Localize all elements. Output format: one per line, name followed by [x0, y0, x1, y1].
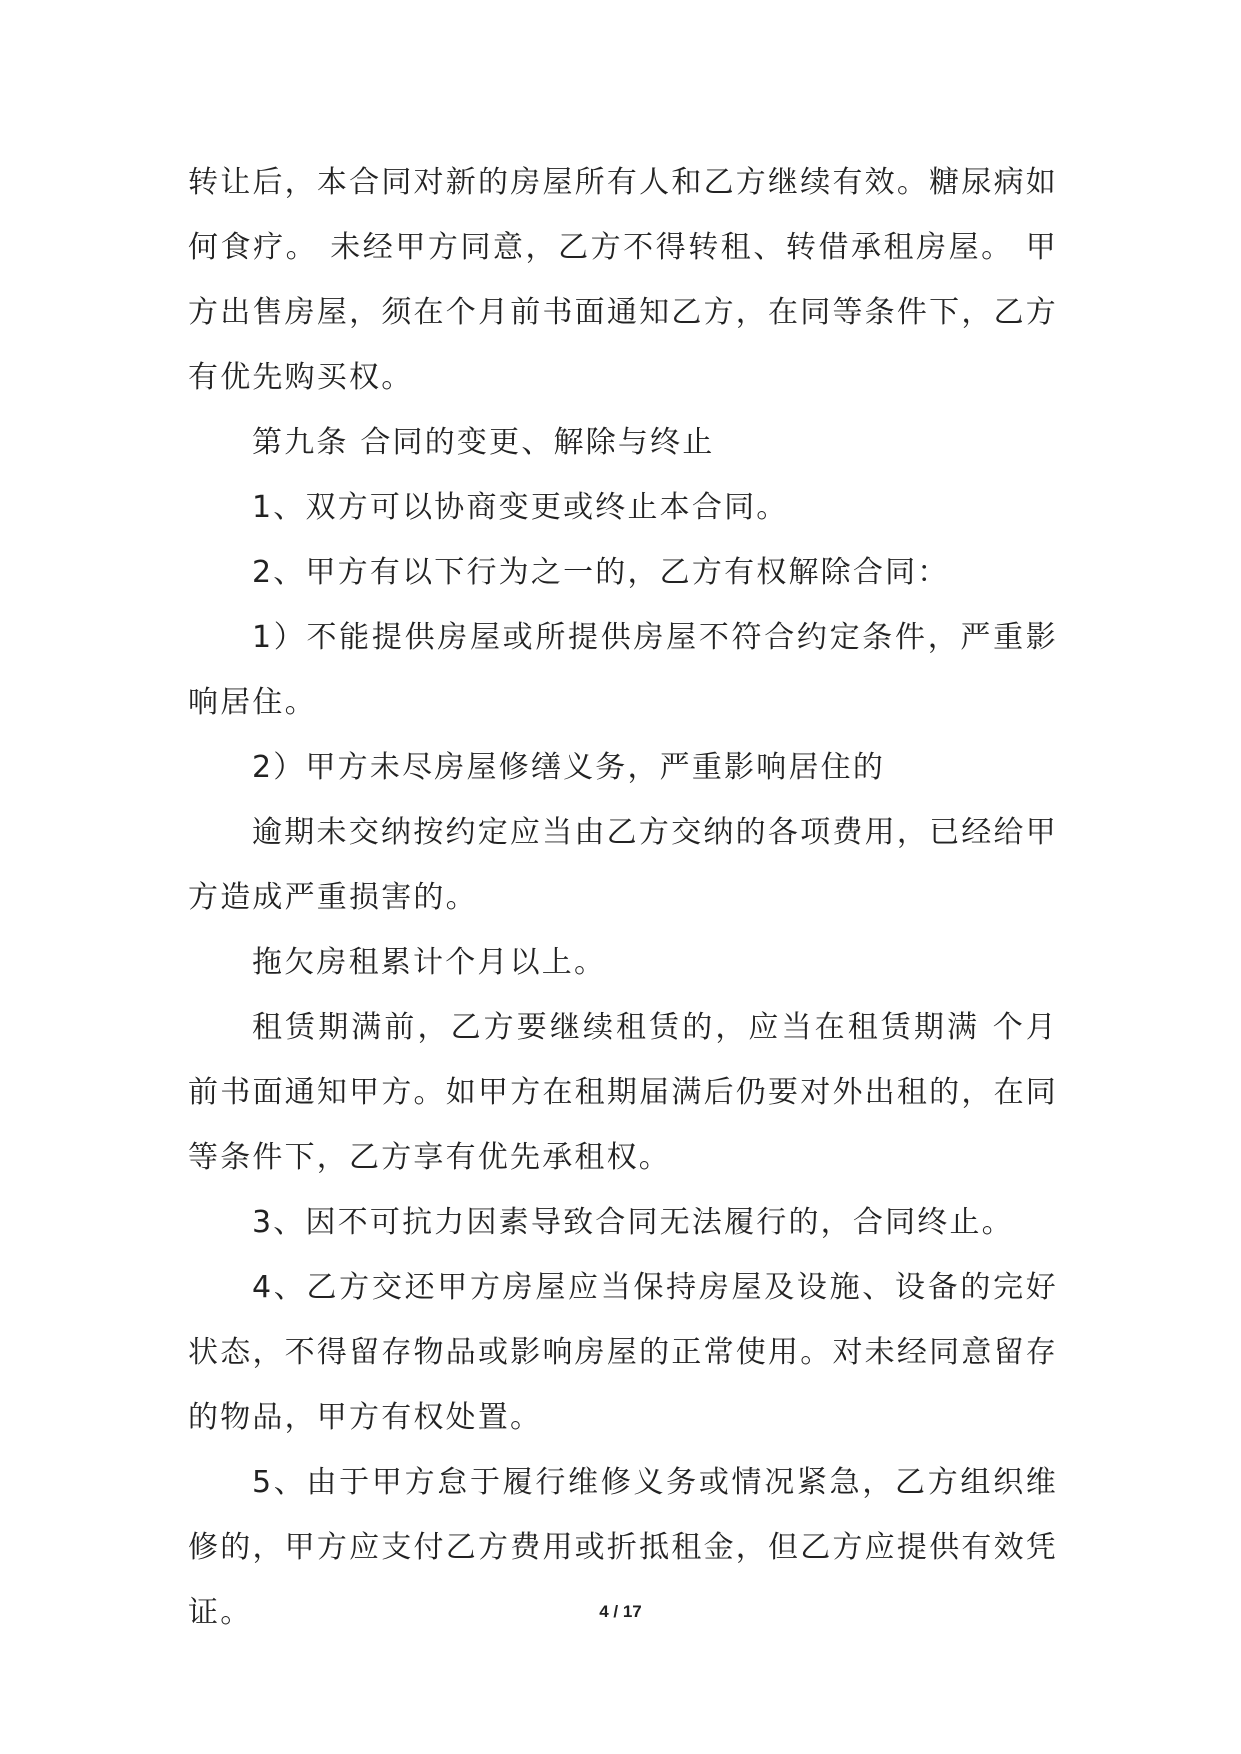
paragraph-clause-1: 1、双方可以协商变更或终止本合同。 — [252, 490, 789, 525]
paragraph-1: 转让后，本合同对新的房屋所有人和乙方继续有效。糖尿病如何食疗。 未经甲方同意，乙方不得转租、转借承租房屋。 甲方出售房屋，须在个月前书面通知乙方，在同等条件下，乙方有优先购买权。 — [188, 165, 1058, 395]
paragraph-clause-3: 3、因不可抗力因素导致合同无法履行的，合同终止。 — [252, 1205, 1014, 1240]
paragraph-clause-4: 4、乙方交还甲方房屋应当保持房屋及设施、设备的完好状态，不得留存物品或影响房屋的正常使用。对未经同意留存的物品，甲方有权处置。 — [188, 1270, 1058, 1435]
paragraph-clause-2-item-2: 2）甲方未尽房屋修缮义务，严重影响居住的 — [252, 750, 886, 785]
paragraph-clause-2-item-1: 1）不能提供房屋或所提供房屋不符合约定条件，严重影响居住。 — [188, 620, 1058, 720]
section-heading-article-9: 第九条 合同的变更、解除与终止 — [252, 425, 715, 460]
paragraph-rent-arrears: 拖欠房租累计个月以上。 — [252, 945, 607, 980]
paragraph-overdue-fees: 逾期未交纳按约定应当由乙方交纳的各项费用，已经给甲方造成严重损害的。 — [188, 815, 1058, 915]
paragraph-lease-renewal: 租赁期满前，乙方要继续租赁的，应当在租赁期满 个月前书面通知甲方。如甲方在租期届满后仍要对外出租的，在同等条件下，乙方享有优先承租权。 — [188, 1010, 1058, 1175]
document-body — [188, 150, 1058, 1645]
paragraph-clause-2: 2、甲方有以下行为之一的，乙方有权解除合同： — [252, 555, 950, 590]
paragraph-clause-5: 5、由于甲方怠于履行维修义务或情况紧急，乙方组织维修的，甲方应支付乙方费用或折抵租金，但乙方应提供有效凭证。 — [188, 1465, 1058, 1630]
page-number: 4 / 17 — [599, 1602, 642, 1621]
